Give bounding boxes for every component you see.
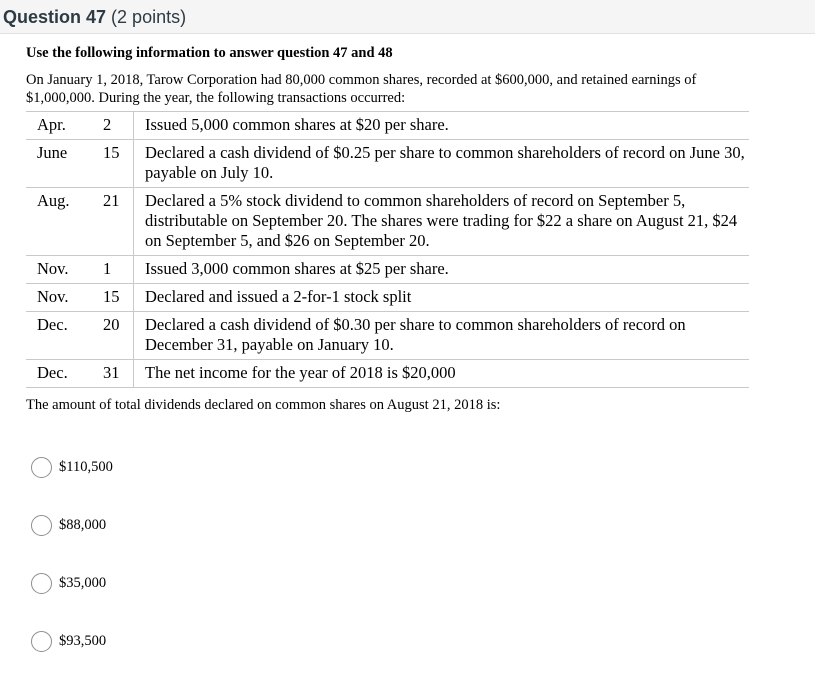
radio-button[interactable] (31, 631, 52, 652)
table-row (26, 312, 749, 360)
transaction-day: 15 (101, 140, 134, 188)
radio-button[interactable] (31, 515, 52, 536)
transaction-day: 2 (101, 112, 134, 140)
transaction-description: Issued 5,000 common shares at $20 per share. (134, 112, 750, 140)
answer-option-2[interactable] (31, 513, 231, 537)
transaction-day: 21 (101, 188, 134, 256)
transaction-month: June (26, 140, 101, 188)
question-prompt: The amount of total dividends declared on common shares on August 21, 2018 is: (26, 397, 501, 413)
answer-option-4[interactable] (31, 629, 231, 653)
table-row (26, 256, 749, 284)
answer-option-3[interactable] (31, 571, 231, 595)
radio-button[interactable] (31, 573, 52, 594)
transaction-description: Issued 3,000 common shares at $25 per share. (134, 256, 750, 284)
intro-text: On January 1, 2018, Tarow Corporation had 80,000 common shares, recorded at $600,000, and retained earnings of $1,000,000. During the year, the following transactions occurred: (26, 72, 697, 106)
table-row (26, 140, 749, 188)
transaction-day: 15 (101, 284, 134, 312)
transaction-description: Declared a cash dividend of $0.25 per share to common shareholders of record on June 30, payable on July 10. (134, 140, 750, 188)
transaction-description: Declared and issued a 2-for-1 stock split (134, 284, 750, 312)
answer-label: $35,000 (59, 574, 107, 591)
transactions-table (26, 111, 749, 388)
answer-label: $110,500 (59, 458, 113, 475)
transaction-month: Apr. (26, 112, 101, 140)
table-row (26, 188, 749, 256)
transaction-day: 20 (101, 312, 134, 360)
transaction-description: Declared a 5% stock dividend to common shareholders of record on September 5, distributable on September 20. The shares were trading for $22 a share on August 21, $24 on September 5, and $26 on September 20. (134, 188, 750, 256)
transaction-day: 1 (101, 256, 134, 284)
instruction-text: Use the following information to answer question 47 and 48 (26, 45, 393, 61)
transaction-description: The net income for the year of 2018 is $20,000 (134, 360, 750, 388)
table-row (26, 112, 749, 140)
transaction-day: 31 (101, 360, 134, 388)
answer-label: $93,500 (59, 632, 107, 649)
question-body (26, 40, 751, 414)
radio-button[interactable] (31, 457, 52, 478)
transaction-description: Declared a cash dividend of $0.30 per share to common shareholders of record on December 31, payable on January 10. (134, 312, 750, 360)
table-row (26, 360, 749, 388)
question-points: (2 points) (111, 7, 187, 27)
transaction-month: Aug. (26, 188, 101, 256)
answer-option-1[interactable] (31, 455, 231, 479)
transaction-month: Nov. (26, 284, 101, 312)
transaction-month: Dec. (26, 360, 101, 388)
answer-label: $88,000 (59, 516, 107, 533)
question-title: Question 47 (3, 7, 107, 27)
question-header (0, 0, 815, 34)
transaction-month: Dec. (26, 312, 101, 360)
table-row (26, 284, 749, 312)
transaction-month: Nov. (26, 256, 101, 284)
